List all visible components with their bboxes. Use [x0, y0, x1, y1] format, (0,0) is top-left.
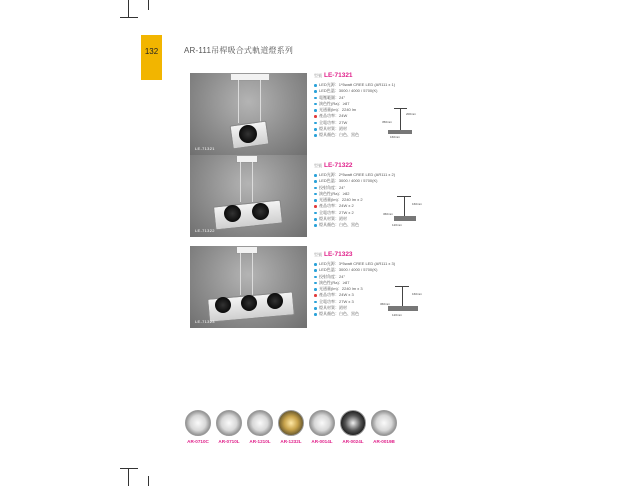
spec-row: 演色性(Ra)：≥87: [314, 101, 395, 107]
spec-row: LED光源：2*5watt CREE LED (AR111 x 2): [314, 172, 395, 178]
lamp-head: [224, 205, 241, 222]
accessory-item: [213, 410, 245, 444]
dimension-drawing-2: [383, 196, 423, 228]
suspension-rod: [260, 80, 261, 123]
dim-line: [404, 196, 405, 216]
spec-row: LED光源：3*5watt CREE LED (AR111 x 3): [314, 261, 395, 267]
model-number: 型號 LE-71322: [314, 162, 353, 169]
spec-row: 全電功率：27W x 3: [314, 299, 395, 305]
accessory-code: AR-1210L: [249, 439, 271, 444]
lamp-head: [215, 297, 231, 313]
spec-row: 演色性(Ra)：≥82: [314, 191, 395, 197]
product-photo-3: [190, 246, 307, 328]
crop-mark-top-left-h: [120, 17, 138, 18]
lamp-head: [239, 125, 257, 143]
dim-label: 160mm: [412, 202, 423, 206]
spec-row: 燈具材質：鋁材: [314, 216, 395, 222]
accessory-item: [244, 410, 276, 444]
spec-row: 投射角度：24°: [314, 185, 395, 191]
spec-row: LED光源：1*5watt CREE LED (AR111 x 1): [314, 82, 395, 88]
accessory-code: AR-0710C: [187, 439, 209, 444]
spec-row: 投射角度：24°: [314, 274, 395, 280]
lamp-ring-icon: [309, 410, 335, 436]
accessory-code: AR-0014L: [311, 439, 333, 444]
suspension-rod: [240, 253, 241, 295]
lamp-ring-icon: [371, 410, 397, 436]
dim-line: [388, 306, 418, 311]
accessory-code: AR-0019B: [373, 439, 395, 444]
accessory-item: [368, 410, 400, 444]
spec-block-1: [314, 72, 395, 139]
spec-row: 全電功率：27W: [314, 120, 395, 126]
spec-row: 產品功率：24W x 2: [314, 203, 395, 209]
suspension-rod: [252, 162, 253, 202]
dim-line: [400, 108, 401, 132]
accessory-item: [337, 410, 369, 444]
lamp-head: [252, 203, 269, 220]
spec-row: 產品功率：24W: [314, 113, 395, 119]
dark-lamp-icon: [340, 410, 366, 436]
spec-row: 燈具顏色：白色、黑色: [314, 222, 395, 228]
lamp-ring-icon: [247, 410, 273, 436]
page-number-tab: 132: [141, 35, 162, 80]
dim-line: [397, 196, 411, 197]
dim-line: [402, 286, 403, 306]
lamp-head: [267, 293, 283, 309]
spec-row: 電壓範圍：24°: [314, 95, 395, 101]
photo-caption: LE-71322: [195, 228, 215, 233]
dim-label: 120mm: [392, 223, 403, 227]
spec-row: LED色溫：3000 / 4000 / 5700(K): [314, 88, 395, 94]
crop-mark-bottom-left-v: [128, 468, 129, 486]
spec-block-3: [314, 251, 395, 318]
dim-line: [388, 130, 412, 134]
crop-mark-top-right: [148, 0, 149, 10]
spec-row: 燈具顏色：白色、黑色: [314, 311, 395, 317]
photo-caption: LE-71323: [195, 319, 215, 324]
dim-line: [394, 108, 407, 109]
accessory-code: AR-0024L: [342, 439, 364, 444]
photo-caption: LE-71321: [195, 146, 215, 151]
accessory-item: [306, 410, 338, 444]
accessory-code: AR-0710L: [218, 439, 240, 444]
dim-label: 120mm: [392, 313, 403, 317]
page-title: AR-111吊桿吸合式軌道燈系列: [184, 46, 294, 55]
spec-row: LED色溫：3000 / 4000 / 5700(K): [314, 267, 395, 273]
spec-row: 演色性(Ra)：≥87: [314, 280, 395, 286]
led-lamp-icon: [278, 410, 304, 436]
product-photo-2: [190, 155, 307, 237]
crop-mark-top-left-v: [128, 0, 129, 18]
dim-line: [395, 286, 409, 287]
dim-line: [394, 216, 416, 221]
suspension-rod: [240, 162, 241, 202]
accessory-code: AR-1232L: [280, 439, 302, 444]
spec-row: 光通量(lm)：2240 lm: [314, 107, 395, 113]
dim-label: 200mm: [406, 112, 417, 116]
suspension-rod: [252, 253, 253, 295]
spec-row: 燈具材質：鋁材: [314, 126, 395, 132]
dimension-drawing-3: [380, 286, 423, 318]
dim-label: 160mm: [412, 292, 423, 296]
spec-block-2: [314, 162, 395, 229]
spec-row: LED色溫：3000 / 4000 / 5700(K): [314, 178, 395, 184]
dim-label: 160mm: [390, 135, 401, 139]
product-photo-1: [190, 73, 307, 155]
dim-label: 350mm: [382, 120, 393, 124]
spec-row: 光通量(lm)：2240 lm x 2: [314, 197, 395, 203]
dimension-drawing-1: [382, 108, 417, 139]
crop-mark-bottom-left-h: [120, 468, 138, 469]
dim-label: 360mm: [383, 212, 394, 216]
spec-row: 燈具顏色：白色、黑色: [314, 132, 395, 138]
model-label: 型號: [314, 252, 322, 257]
spec-row: 產品功率：24W x 3: [314, 292, 395, 298]
model-number: 型號 LE-71321: [314, 72, 353, 79]
crop-mark-bottom-right: [148, 476, 149, 486]
spec-row: 光通量(lm)：2240 lm x 3: [314, 286, 395, 292]
dim-label: 360mm: [380, 302, 391, 306]
spec-row: 全電功率：27W x 2: [314, 210, 395, 216]
accessory-item: [182, 410, 214, 444]
lamp-ring-icon: [185, 410, 211, 436]
ceiling-canopy: [230, 73, 270, 81]
accessory-item: [275, 410, 307, 444]
lamp-ring-icon: [216, 410, 242, 436]
spec-row: 燈具材質：鋁材: [314, 305, 395, 311]
suspension-rod: [238, 80, 239, 123]
model-number: 型號 LE-71323: [314, 251, 353, 258]
model-label: 型號: [314, 73, 322, 78]
lamp-head: [241, 295, 257, 311]
model-label: 型號: [314, 163, 322, 168]
